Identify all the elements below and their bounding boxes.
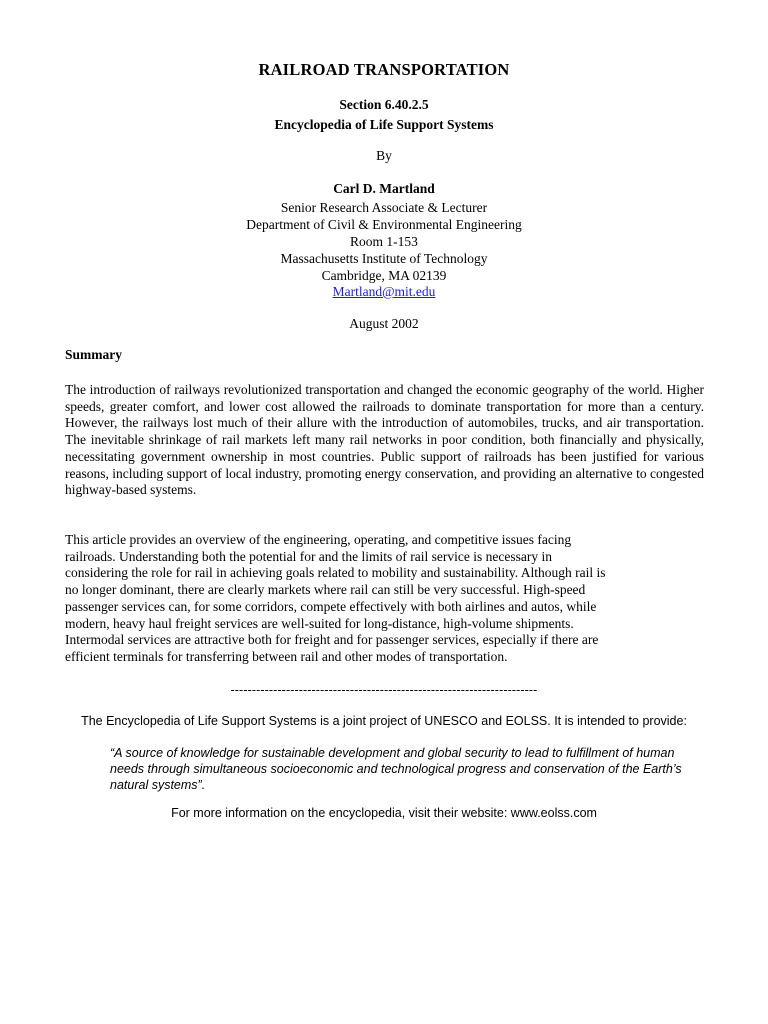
paragraph-line: Intermodal services are attractive both for freight and for passenger services, especially if there are <box>65 632 599 648</box>
author-department: Department of Civil & Environmental Engineering <box>246 217 522 232</box>
eolss-quote: “A source of knowledge for sustainable development and global security to lead to fulfillment of human needs through simultaneous socioeconomic and technological progress and conservation of the Earth’s natural systems”. <box>110 746 682 792</box>
author-position: Senior Research Associate & Lecturer <box>280 200 488 215</box>
paragraph-line: modern, heavy haul freight services are well-suited for long-distance, high-volume shipments. <box>65 615 574 631</box>
author-email-link[interactable]: Martland@mit.edu <box>332 284 436 299</box>
paragraph-line: passenger services can, for some corridors, compete effectively with both airlines and autos, while <box>65 598 597 614</box>
summary-paragraph-2 <box>65 532 704 666</box>
section-number: Section 6.40.2.5 <box>339 97 429 112</box>
eolss-intro: The Encyclopedia of Life Support Systems is a joint project of UNESCO and EOLSS. It is intended to provide: <box>81 714 687 728</box>
author-institution: Massachusetts Institute of Technology <box>280 251 488 266</box>
document-title: RAILROAD TRANSPORTATION <box>258 60 510 79</box>
summary-heading: Summary <box>65 347 122 362</box>
author-email-line <box>0 283 768 300</box>
paragraph-line: efficient terminals for transferring between rail and other modes of transportation. <box>65 648 508 664</box>
series-name: Encyclopedia of Life Support Systems <box>274 117 494 132</box>
paragraph-line: considering the role for rail in achieving goals related to mobility and sustainability. Although rail is <box>65 565 606 581</box>
by-line: By <box>376 148 392 163</box>
paragraph-line: no longer dominant, there are clearly markets where rail can still be very successful. High-speed <box>65 582 586 598</box>
author-city: Cambridge, MA 02139 <box>321 268 447 283</box>
author-room: Room 1-153 <box>350 234 418 249</box>
eolss-more-info: For more information on the encyclopedia, visit their website: www.eolss.com <box>171 806 597 820</box>
separator-line: ------------------------------------------------------------------------ <box>230 683 538 697</box>
author-name: Carl D. Martland <box>333 181 435 196</box>
paragraph-line: railroads. Understanding both the potential for and the limits of rail service is necessary in <box>65 548 552 564</box>
document-date: August 2002 <box>349 316 419 331</box>
summary-paragraph-1: The introduction of railways revolutionized transportation and changed the economic geography of the world. Higher speeds, greater comfort, and lower cost allowed the railroads to dominate transportation for more than a century. However, the railways lost much of their allure with the introduction of automobiles, trucks, and air transportation. The inevitable shrinkage of rail markets left many rail networks in poor condition, both financially and physically, necessitating government ownership in most countries. Public support of railroads has been justified for various reasons, including support of local industry, promoting energy conservation, and providing an alternative to congested highway-based systems. <box>65 382 704 498</box>
paragraph-line: This article provides an overview of the engineering, operating, and competitive issues facing <box>65 532 572 547</box>
